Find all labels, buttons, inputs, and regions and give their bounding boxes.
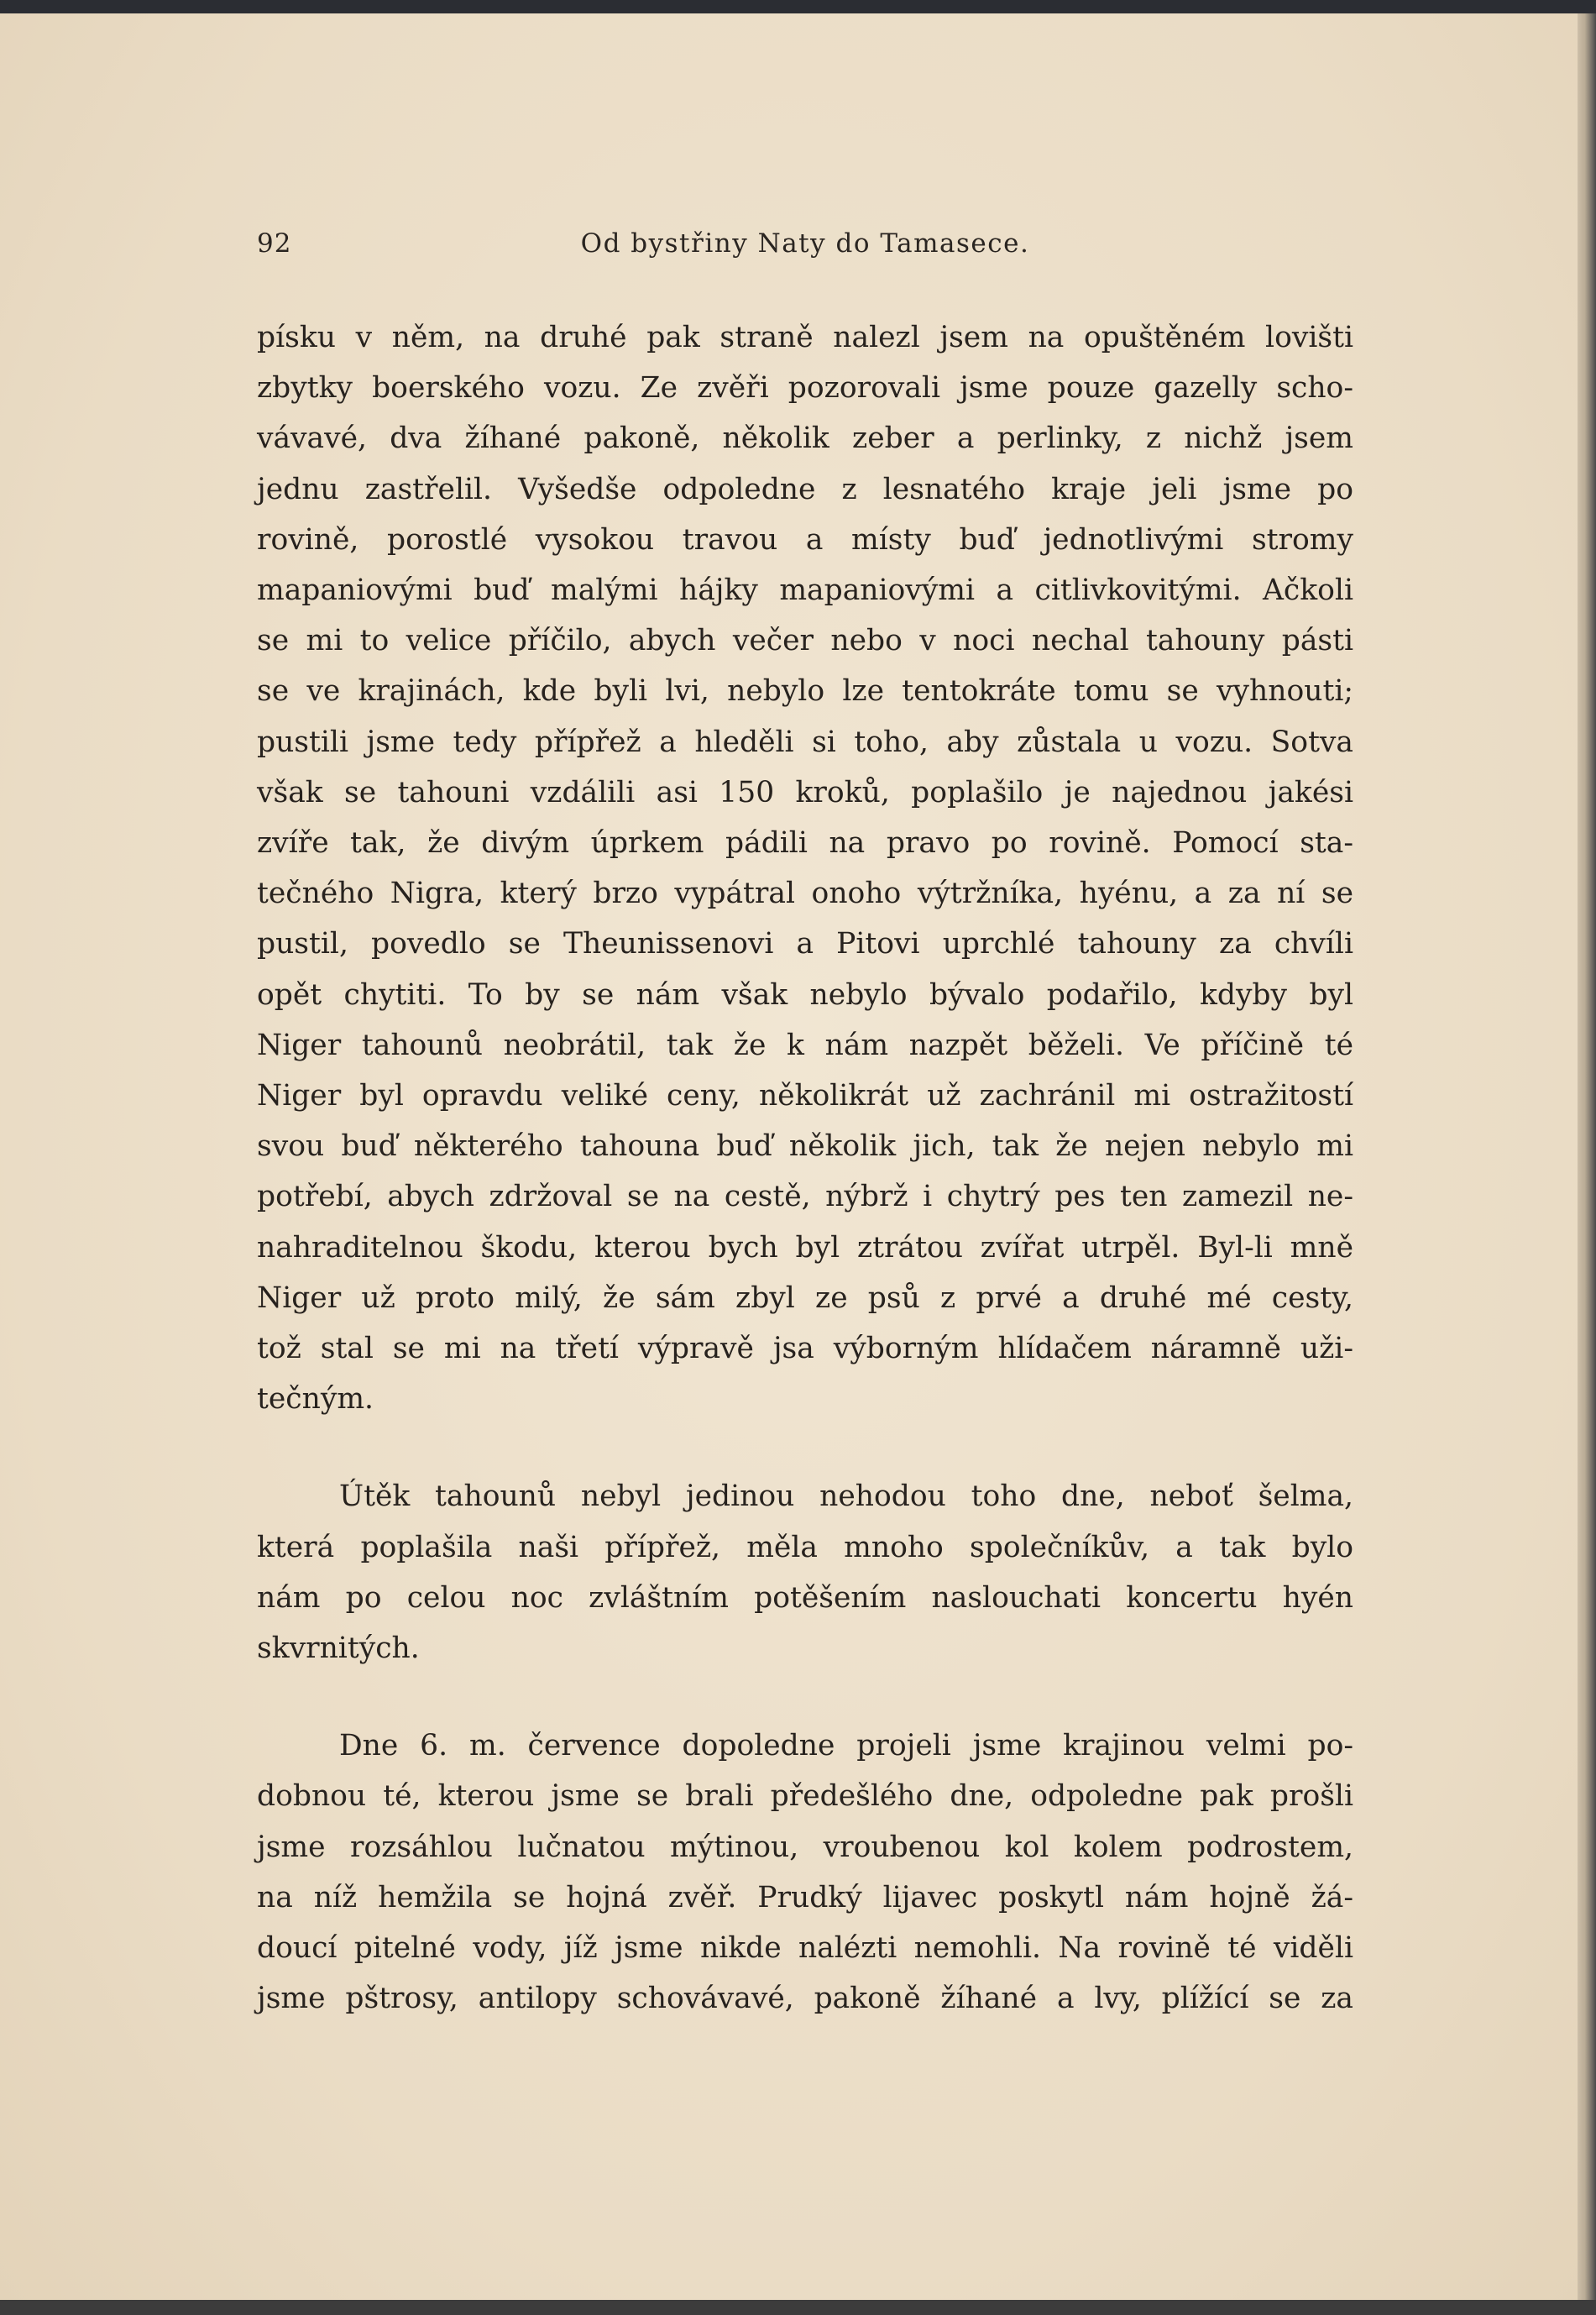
text-line: potřebí, abych zdržoval se na cestě, nýbrž i chytrý pes ten zamezil ne-	[257, 1180, 1353, 1214]
text-line: vávavé, dva žíhané pakoně, několik zeber a perlinky, z nichž jsem	[257, 422, 1353, 456]
book-spine-edge	[1578, 13, 1596, 2315]
text-line: písku v něm, na druhé pak straně nalezl jsem na opuštěném lovišti	[257, 321, 1353, 354]
text-line: doucí pitelné vody, jíž jsme nikde nalézti nemohli. Na rovině té viděli	[257, 1931, 1353, 1966]
text-line: pustili jsme tedy přípřež a hleděli si toho, aby zůstala u vozu. Sotva	[257, 725, 1353, 759]
text-line: dobnou té, kterou jsme se brali předešlého dne, odpoledne pak prošli	[257, 1779, 1353, 1814]
text-line: která poplašila naši přípřež, měla mnoho společníkův, a tak bylo	[257, 1530, 1353, 1564]
text-line: Niger byl opravdu veliké ceny, několikrát už zachránil mi ostražitostí	[257, 1079, 1353, 1113]
paragraph-3	[257, 1721, 1353, 2024]
text-line: tečného Nigra, který brzo vypátral onoho výtržníka, hyénu, a za ní se	[257, 877, 1353, 911]
running-head: Od bystřiny Naty do Tamasece.	[580, 228, 1030, 259]
paragraph-1	[257, 312, 1353, 1424]
page-header	[257, 220, 1353, 270]
text-line: se ve krajinách, kde byli lvi, nebylo lze tentokráte tomu se vyhnouti;	[257, 674, 1353, 709]
text-line: na níž hemžila se hojná zvěř. Prudký lijavec poskytl nám hojně žá-	[257, 1880, 1353, 1914]
text-line: jednu zastřelil. Vyšedše odpoledne z lesnatého kraje jeli jsme po	[257, 472, 1353, 506]
text-line: rovině, porostlé vysokou travou a místy buď jednotlivými stromy	[257, 522, 1353, 557]
text-line: skvrnitých.	[257, 1631, 420, 1666]
text-line: jsme pštrosy, antilopy schovávavé, pakoně žíhané a lvy, plížící se za	[257, 1982, 1353, 2016]
text-line: tečným.	[257, 1382, 374, 1417]
text-line: opět chytiti. To by se nám však nebylo bývalo podařilo, kdyby byl	[257, 977, 1353, 1012]
text-line: svou buď některého tahouna buď několik jich, tak že nejen nebylo mi	[257, 1129, 1353, 1164]
text-line: se mi to velice příčilo, abych večer nebo v noci nechal tahouny pásti	[257, 624, 1353, 658]
scan-top-edge	[0, 0, 1596, 13]
text-line: Dne 6. m. července dopoledne projeli jsme krajinou velmi po-	[339, 1729, 1353, 1763]
text-line: tož stal se mi na třetí výpravě jsa výborným hlídačem náramně uži-	[257, 1332, 1353, 1366]
text-line: nám po celou noc zvláštním potěšením naslouchati koncertu hyén	[257, 1580, 1353, 1615]
text-line: zbytky boerského vozu. Ze zvěři pozorovali jsme pouze gazelly scho-	[257, 371, 1353, 406]
text-line: zvíře tak, že divým úprkem pádili na pravo po rovině. Pomocí sta-	[257, 826, 1353, 861]
text-line: Útěk tahounů nebyl jedinou nehodou toho dne, neboť šelma,	[339, 1480, 1353, 1514]
text-line: nahraditelnou škodu, kterou bych byl ztrátou zvířat utrpěl. Byl-li mně	[257, 1230, 1353, 1265]
page-number: 92	[257, 228, 292, 259]
text-line: však se tahouni vzdálili asi 150 kroků, poplašilo je najednou jakési	[257, 775, 1353, 809]
body-text	[257, 312, 1353, 2024]
paragraph-2	[257, 1471, 1353, 1673]
text-line: jsme rozsáhlou lučnatou mýtinou, vroubenou kol kolem podrostem,	[257, 1830, 1353, 1864]
text-line: mapaniovými buď malými hájky mapaniovými a citlivkovitými. Ačkoli	[257, 574, 1353, 608]
text-line: pustil, povedlo se Theunissenovi a Pitovi uprchlé tahouny za chvíli	[257, 927, 1353, 961]
text-line: Niger už proto milý, že sám zbyl ze psů z prvé a druhé mé cesty,	[257, 1281, 1353, 1315]
scan-bottom-edge	[0, 2300, 1596, 2315]
text-line: Niger tahounů neobrátil, tak že k nám nazpět běželi. Ve příčině té	[257, 1028, 1353, 1062]
